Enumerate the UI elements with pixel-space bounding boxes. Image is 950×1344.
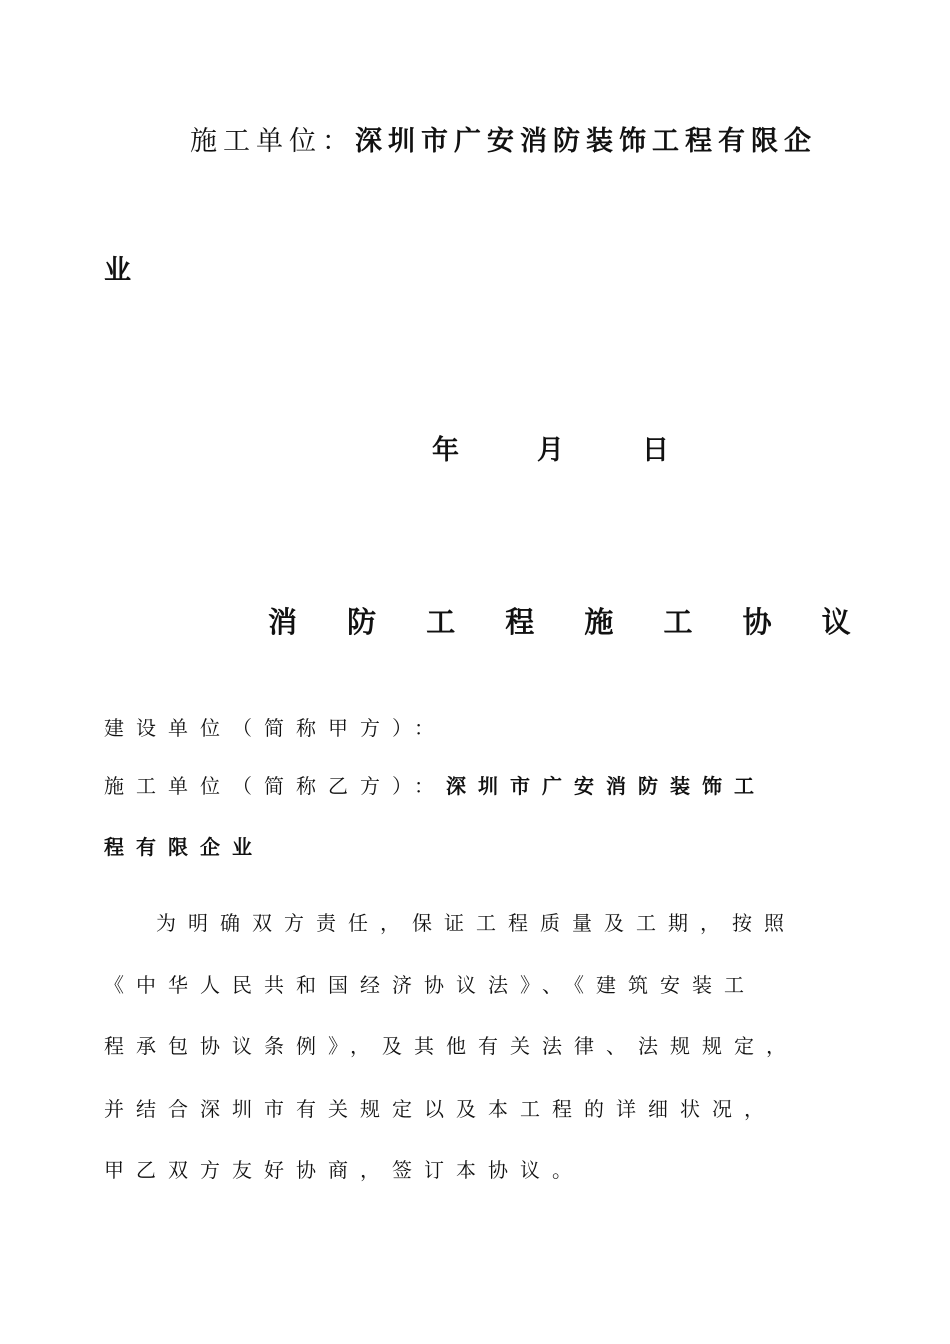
- contractor-label: 施工单位：: [190, 126, 355, 157]
- contractor-party-name: 深圳市广安消防装饰工: [446, 774, 766, 798]
- date-month: 月: [537, 435, 564, 466]
- contractor-name-continuation: 业: [104, 255, 131, 286]
- preamble-line: 为明确双方责任，保证工程质量及工期，按照: [156, 911, 796, 935]
- preamble-line: 并结合深圳市有关规定以及本工程的详细状况，: [104, 1097, 776, 1121]
- client-party-line: [104, 712, 446, 741]
- date-year: 年: [432, 435, 459, 466]
- preamble-line: 程承包协议条例》，及其他有关法律、法规规定，: [104, 1034, 798, 1058]
- contractor-party-line: [104, 770, 766, 799]
- date-line: [432, 428, 669, 467]
- client-label: 建设单位（简称甲方）：: [104, 716, 446, 740]
- signature-contractor-line: [190, 119, 817, 158]
- date-day: 日: [642, 435, 669, 466]
- contractor-party-label: 施工单位（简称乙方）：: [104, 774, 446, 798]
- preamble-line: 甲乙双方友好协商，签订本协议。: [104, 1158, 584, 1182]
- contractor-name: 深圳市广安消防装饰工程有限企: [355, 126, 817, 157]
- contractor-party-name-continuation: 程有限企业: [104, 835, 264, 859]
- preamble-line: 《中华人民共和国经济协议法》、《建筑安装工: [104, 973, 756, 997]
- document-title: 消 防 工 程 施 工 协 议: [268, 605, 871, 639]
